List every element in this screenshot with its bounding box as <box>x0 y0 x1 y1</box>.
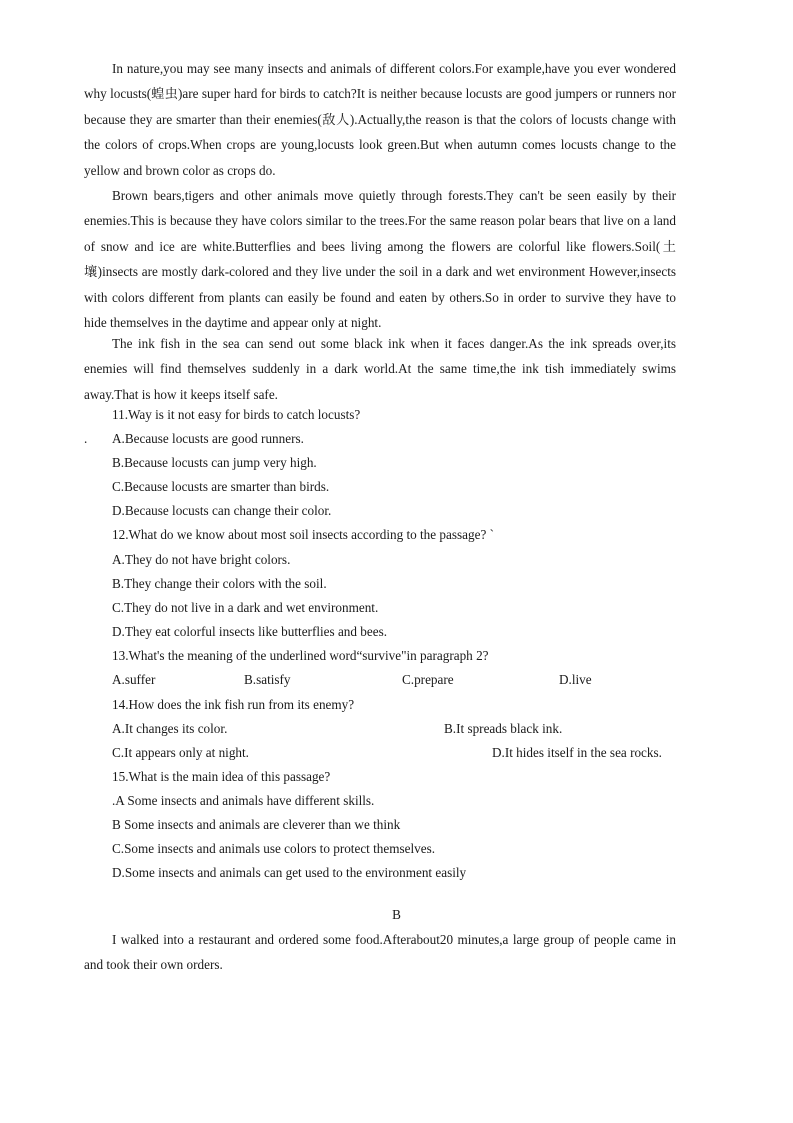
question-13: 13.What's the meaning of the underlined word“survive"in paragraph 2? <box>112 648 489 663</box>
question-15: 15.What is the main idea of this passage? <box>112 769 331 784</box>
question-15-option-a: .A Some insects and animals have different skills. <box>112 793 375 808</box>
question-14-option-d: D.It hides itself in the sea rocks. <box>492 745 662 760</box>
question-13-option-d: D.live <box>559 672 592 687</box>
passage-a-paragraph-2: Brown bears,tigers and other animals move quietly through forests.They can't be seen easily by their enemies.This is because they have colors similar to the trees.For the same reason polar bears that live on a land of snow and ice are white.Butterflies and bees living among the flowers are colorful like flowers.Soil(土壤)insects are mostly dark-colored and they live under the soil in a dark and wet environment However,insects with colors different from plants can easily be found and eaten by others.So in order to survive they have to hide themselves in the daytime and appear only at night. <box>84 188 676 331</box>
question-11-stray-mark: . <box>84 431 88 446</box>
question-14-option-c: C.It appears only at night. <box>112 745 249 760</box>
question-11-option-b: B.Because locusts can jump very high. <box>112 455 317 470</box>
question-12-option-d: D.They eat colorful insects like butterflies and bees. <box>112 624 388 639</box>
question-15-option-b: B Some insects and animals are cleverer than we think <box>112 817 401 832</box>
question-15-option-c: C.Some insects and animals use colors to protect themselves. <box>112 841 436 856</box>
question-14-option-a: A.It changes its color. <box>112 721 228 736</box>
question-12-option-c: C.They do not live in a dark and wet environment. <box>112 600 379 615</box>
question-13-option-b: B.satisfy <box>244 672 291 687</box>
question-13-option-a: A.suffer <box>112 672 156 687</box>
question-12-option-b: B.They change their colors with the soil. <box>112 576 327 591</box>
question-12-option-a: A.They do not have bright colors. <box>112 552 291 567</box>
question-14-option-b: B.It spreads black ink. <box>444 721 563 736</box>
passage-b-paragraph-1: I walked into a restaurant and ordered some food.Afterabout20 minutes,a large group of people came in and took their own orders. <box>84 932 676 973</box>
passage-b-heading: B <box>392 907 401 922</box>
question-13-option-c: C.prepare <box>402 672 454 687</box>
passage-a-paragraph-1: In nature,you may see many insects and animals of different colors.For example,have you ever wondered why locusts(蝗虫)are super hard for birds to catch?It is neither because locusts are good jumpers or runners nor because they are smarter than their enemies(敌人).Actually,the reason is that the colors of locusts change with the colors of crops.When crops are young,locusts look green.But when autumn comes locusts change to the yellow and brown color as crops do. <box>84 61 676 178</box>
question-14: 14.How does the ink fish run from its enemy? <box>112 697 355 712</box>
passage-a-paragraph-3: The ink fish in the sea can send out some black ink when it faces danger.As the ink spreads over,its enemies will find themselves suddenly in a dark world.At the same time,the ink tish immediately swims away.That is how it keeps itself safe. <box>84 336 676 402</box>
question-11-option-a: A.Because locusts are good runners. <box>112 431 304 446</box>
question-11-option-d: D.Because locusts can change their color. <box>112 503 332 518</box>
question-11-option-c: C.Because locusts are smarter than birds. <box>112 479 330 494</box>
question-11: 11.Way is it not easy for birds to catch locusts? <box>112 407 361 422</box>
question-12: 12.What do we know about most soil insects according to the passage? ` <box>112 527 494 542</box>
question-15-option-d: D.Some insects and animals can get used to the environment easily <box>112 865 467 880</box>
